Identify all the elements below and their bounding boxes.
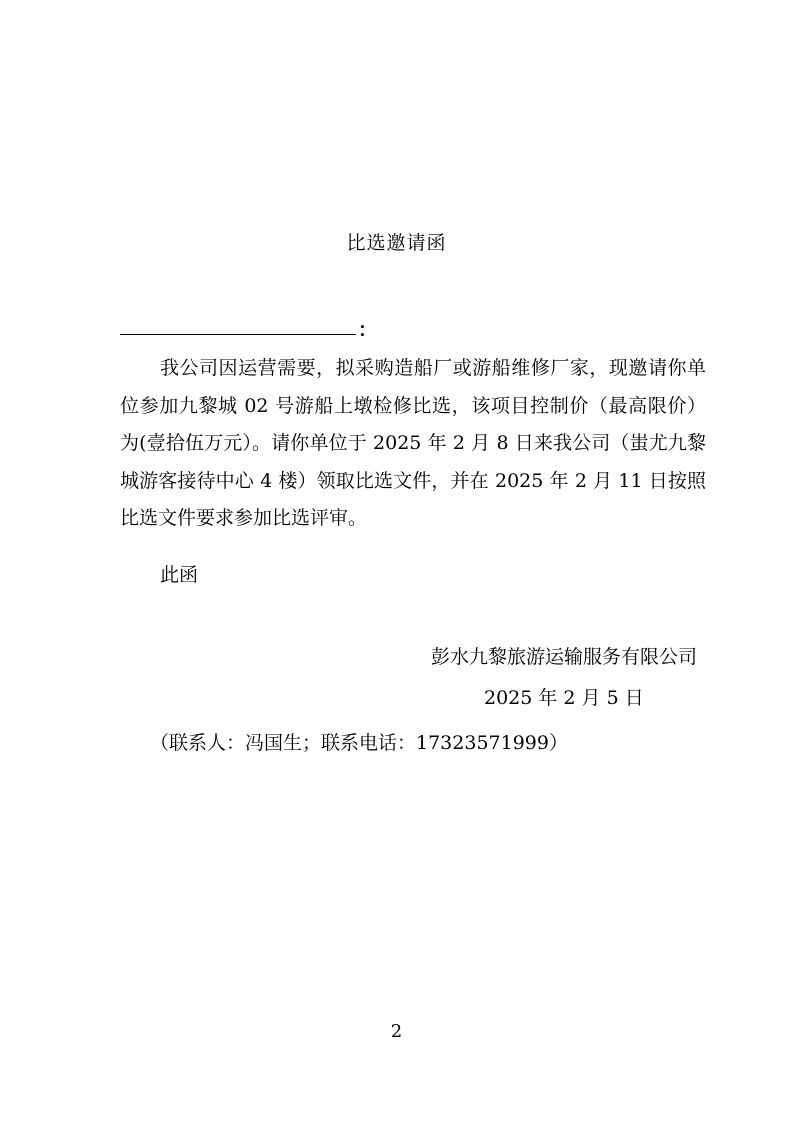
salutation-colon: ： bbox=[358, 319, 378, 341]
letter-date: 2025 年 2 月 5 日 bbox=[484, 687, 644, 709]
body-paragraph: 我公司因运营需要，拟采购造船厂或游船维修厂家，现邀请你单位参加九黎城 02 号游船上墩检修比选，该项目控制价（最高限价）为(壹拾伍万元）。请你单位于 2025 年 2 月 8 日来我公司（蚩尤九黎城游客接待中心 4 楼）领取比选文件，并在 2025 年 2 月 11 日按照比选文件要求参加比选评审。 bbox=[120, 357, 706, 529]
contact-info: （联系人：冯国生；联系电话：17323571999） bbox=[150, 732, 568, 754]
recipient-blank bbox=[120, 334, 356, 335]
page-number: 2 bbox=[390, 1021, 403, 1042]
closing-text: 此函 bbox=[160, 564, 199, 586]
salutation-line bbox=[120, 312, 377, 342]
company-name: 彭水九黎旅游运输服务有限公司 bbox=[430, 646, 697, 668]
document-title: 比选邀请函 bbox=[346, 232, 447, 254]
